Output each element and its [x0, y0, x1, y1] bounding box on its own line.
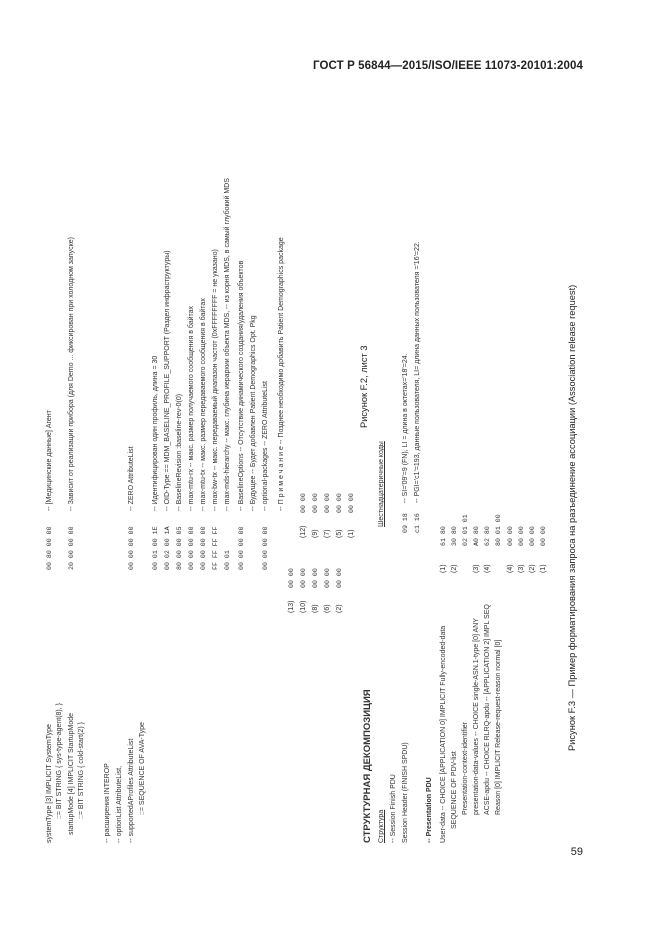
byte-count: (1) — [540, 564, 547, 573]
hex-code: 00 00 00 00 — [188, 526, 195, 570]
comment-line: -- Зависит от реализации прибора (для Demo ... фиксирован при холодном запуске) — [68, 237, 75, 511]
presentation-line: User-data -- CHOICE [APPLICATION 0] IMPLICIT Fully-encoded-data — [440, 625, 447, 843]
comment-line: -- PGI='c1'=193, данные пользователя, LI= длина данных пользователя ='16'=22. — [414, 241, 421, 503]
comment-line: -- Будущее -- Будет добавлен Patient Demographics Opt. Pkg — [250, 315, 257, 511]
hex-code: 00 00 — [312, 493, 319, 513]
byte-count: (1) — [440, 564, 447, 573]
presentation-line: Presentation-context-identifier — [462, 722, 469, 815]
hex-code: 00 00 — [288, 568, 295, 588]
byte-count: (7) — [324, 529, 331, 538]
hex-code: 00 00 — [336, 493, 343, 513]
rotated-content — [40, 103, 600, 843]
byte-count: (3) — [518, 564, 525, 573]
presentation-line: ACSE-apdu -- CHOICE RLRQ-apdu -- [APPLICATION 2] IMPL SEQ — [484, 604, 491, 815]
byte-count: (3) — [473, 564, 480, 573]
hex-code: 00 02 00 1A — [164, 526, 171, 570]
session-line: -- Session Finish PDU — [390, 774, 397, 843]
hex-code: 00 00 — [529, 526, 536, 546]
hex-code: 00 00 — [324, 493, 331, 513]
comment-line: -- max-mtu-tx -- макс. размер передаваемого сообщения в байтах — [200, 298, 207, 511]
byte-count: (2) — [451, 564, 458, 573]
byte-count: (5) — [336, 529, 343, 538]
comment-line: -- max-bw-tx -- макс. передаваемый диапазон частот (0xFFFFFFFF = не указано) — [212, 249, 219, 511]
hex-code: 00 00 00 00 — [238, 526, 245, 570]
byte-count: (10) — [300, 600, 307, 613]
comment-line: -- [Медицинские данные] Агент — [46, 410, 53, 511]
asn-line: -- optionList AttributeList, — [116, 765, 123, 843]
hex-code: 00 00 00 00 — [200, 526, 207, 570]
hex-column-label: Шестнадцатеричные коды — [378, 441, 385, 527]
byte-count: (12) — [300, 525, 307, 538]
hex-code: 00 00 — [336, 568, 343, 588]
hex-code: 00 00 — [312, 568, 319, 588]
session-line: Session Header (FINISH SPDU) — [402, 742, 409, 843]
hex-code: 00 00 — [324, 568, 331, 588]
hex-code: 00 80 00 00 — [46, 526, 53, 570]
hex-code: 00 00 00 00 — [262, 526, 269, 570]
hex-code: A0 80 — [473, 526, 480, 546]
asn-line: systemType [3] IMPLICIT SystemType — [46, 724, 53, 843]
hex-code: FF FF FF FF — [212, 526, 219, 570]
asn-line: ::= SEQUENCE OF AVA-Type — [139, 722, 146, 815]
asn-line: -- расширения INTEROP — [104, 763, 111, 843]
page-number: 59 — [570, 846, 583, 858]
byte-count: (2) — [529, 564, 536, 573]
comment-line: -- max-mds-hierarchy -- макс. глубина иерархии объекта MDS, -- из корня MDS, в самый глубокий MDS — [224, 178, 231, 511]
structure-label: Структура — [378, 809, 385, 843]
byte-count: (13) — [288, 600, 295, 613]
hex-code: 80 01 00 — [495, 514, 502, 546]
asn-line: startupMode [4] IMPLICIT StartupMode — [68, 712, 75, 835]
asn-line: ::= BIT STRING { sys-type-agent(8), } — [56, 703, 63, 819]
document-header: ГОСТ Р 56844—2015/ISO/IEEE 11073-20101:2004 — [313, 60, 583, 72]
byte-count: (2) — [336, 604, 343, 613]
hex-code: 09 18 — [402, 513, 409, 533]
hex-code: 00 00 00 00 — [128, 526, 135, 570]
byte-count: (1) — [348, 529, 355, 538]
hex-code: c1 16 — [414, 513, 421, 533]
comment-line: -- ZERO AttributeList — [128, 446, 135, 511]
presentation-line: SEQUENCE OF PDV-list — [451, 751, 458, 829]
figure-caption-f3: Рисунок F.3 — Пример форматирования запроса на разъединение ассоциации (Association release request) — [567, 284, 577, 751]
comment-line: -- max-mtu-rx -- макс. размер получаемого сообщения в байтах — [188, 305, 195, 511]
hex-code: 62 80 — [484, 526, 491, 546]
asn-line: ::= BIT STRING { cold-start(2) } — [78, 722, 85, 819]
note-line: -- П р и м е ч а н и е -- Позднее необходимо добавить Patient Demographics package — [278, 237, 285, 511]
hex-code: 00 01 — [224, 550, 231, 570]
hex-code: 80 00 00 05 — [176, 526, 183, 570]
hex-code: 00 00 — [300, 568, 307, 588]
comment-line: -- BaselineOptions -- Отсутствие динамического создания/удаления объектов — [238, 260, 245, 511]
comment-line: -- Идентифицирован один профиль, длина = 30 — [152, 355, 159, 511]
comment-line: -- BaselineRevision :baseline-rev-0(0) — [176, 393, 183, 511]
hex-code: 20 00 00 00 — [68, 526, 75, 570]
hex-code: 00 00 — [348, 493, 355, 513]
hex-code: 00 00 — [507, 526, 514, 546]
figure-caption-f2: Рисунок F.2, лист 3 — [359, 345, 369, 428]
byte-count: (9) — [312, 529, 319, 538]
presentation-line: presentation-data-values -- CHOICE single-ASN.1-type [0] ANY — [473, 618, 480, 815]
presentation-line: Reason [0] IMPLICIT Release-request-reason normal [0] — [495, 639, 502, 815]
comment-line: -- OID-Type == MDM_BASELINE_PROFILE_SUPPORT (Раздел инфраструктуры) — [164, 250, 171, 511]
hex-code: 00 01 00 1E — [152, 526, 159, 570]
byte-count: (4) — [484, 564, 491, 573]
hex-code: 61 80 — [440, 526, 447, 546]
comment-line: -- SI='09'=9 (FN), LI = длина в октетах='18'=24. — [402, 353, 409, 503]
byte-count: (8) — [312, 604, 319, 613]
hex-code: 30 80 — [451, 526, 458, 546]
hex-code: 00 00 — [518, 526, 525, 546]
byte-count: (4) — [507, 564, 514, 573]
hex-code: 00 00 — [300, 493, 307, 513]
section-title: СТРУКТУРНАЯ ДЕКОМПОЗИЦИЯ — [362, 689, 373, 843]
asn-line: -- supportedAProfiles AttributeList — [128, 738, 135, 843]
hex-code: 00 00 — [540, 526, 547, 546]
hex-code: 02 01 01 — [462, 514, 469, 546]
comment-line: -- optional-packages -- ZERO AttributeList — [262, 381, 269, 511]
presentation-title: -- Presentation PDU — [426, 777, 433, 843]
byte-count: (6) — [324, 604, 331, 613]
